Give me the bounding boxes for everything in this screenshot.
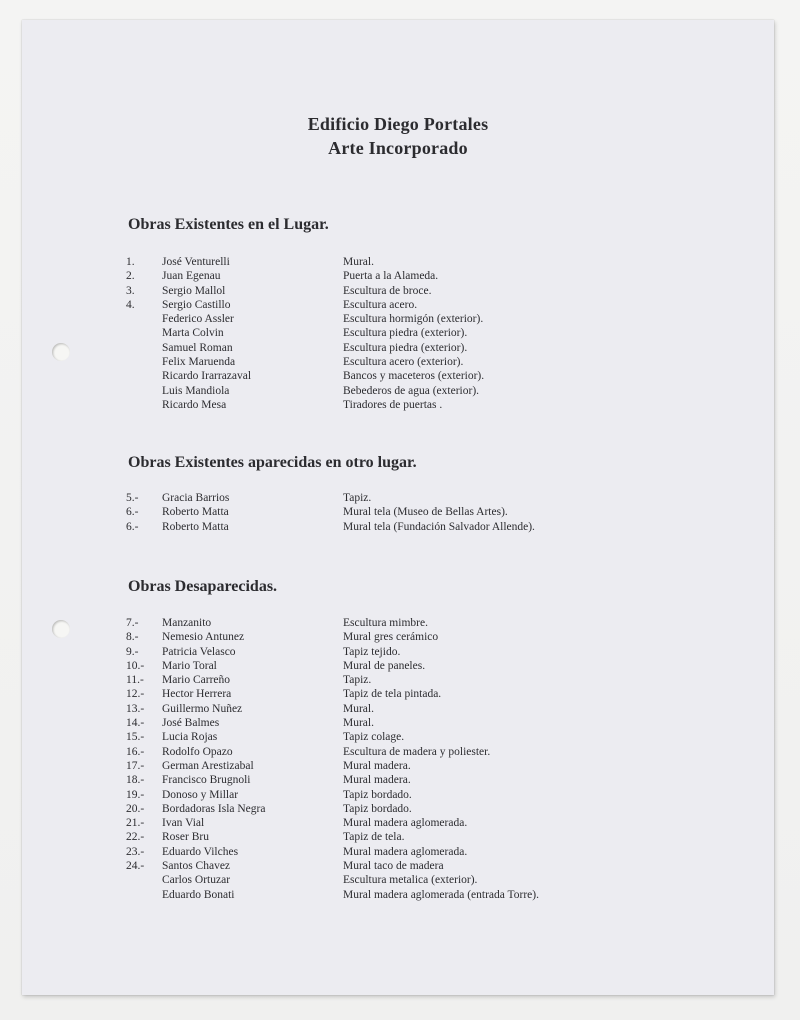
artwork-description: Tapiz de tela pintada. (343, 688, 442, 701)
list-item (126, 702, 726, 716)
document-page (22, 20, 774, 995)
item-number: 16.- (126, 745, 145, 758)
list-item (126, 759, 726, 773)
existing-works-list (126, 255, 726, 412)
artwork-description: Mural. (343, 256, 374, 268)
section-heading-existing: Obras Existentes en el Lugar. (128, 216, 329, 233)
document-title: Edificio Diego Portales (307, 114, 489, 134)
item-number: 9.- (126, 645, 139, 658)
punch-hole-bottom (52, 620, 70, 638)
item-number: 22.- (126, 831, 145, 844)
artist-name: José Balmes (162, 717, 220, 730)
list-item (126, 845, 726, 859)
artwork-description: Escultura acero. (343, 298, 418, 311)
artist-name: Eduardo Vilches (162, 845, 239, 858)
artwork-description: Puerta a la Alameda. (343, 270, 439, 283)
artwork-description: Mural madera aglomerada. (343, 817, 468, 830)
list-item (126, 859, 726, 873)
artwork-description: Escultura mimbre. (343, 617, 428, 629)
item-number: 11.- (126, 674, 144, 687)
artist-name: Sergio Castillo (162, 298, 231, 311)
list-item (126, 505, 726, 519)
list-item (126, 284, 726, 298)
artwork-description: Mural. (343, 702, 374, 715)
artist-name: Mario Carreño (162, 674, 231, 687)
artist-name: José Venturelli (162, 256, 230, 268)
item-number: 23.- (126, 845, 145, 858)
artist-name: Eduardo Bonati (162, 888, 235, 901)
artwork-description: Mural de paneles. (343, 659, 426, 672)
artist-name: Luis Mandiola (162, 384, 230, 397)
item-number: 8.- (126, 631, 139, 644)
artist-name: Lucia Rojas (162, 731, 218, 744)
artist-name: Bordadoras Isla Negra (162, 802, 266, 815)
artist-name: Ricardo Irarrazaval (162, 370, 252, 383)
document-subtitle: Arte Incorporado (328, 138, 468, 158)
item-number: 20.- (126, 802, 145, 815)
list-item (126, 888, 726, 902)
artwork-description: Mural madera aglomerada. (343, 845, 468, 858)
artist-name: Guillermo Nuñez (162, 702, 243, 715)
artist-name: Hector Herrera (162, 688, 232, 701)
artwork-description: Bancos y maceteros (exterior). (343, 370, 485, 383)
item-number: 12.- (126, 688, 145, 701)
artwork-description: Escultura metalica (exterior). (343, 874, 478, 887)
artist-name: Roser Bru (162, 831, 209, 844)
list-item (126, 830, 726, 844)
section-heading-relocated: Obras Existentes aparecidas en otro lugar. (128, 454, 417, 471)
artwork-description: Mural tela (Fundación Salvador Allende). (343, 520, 535, 533)
item-number: 1. (126, 256, 135, 268)
artwork-description: Tiradores de puertas . (343, 398, 443, 411)
list-item (126, 298, 726, 312)
artwork-description: Tapiz de tela. (343, 831, 405, 844)
list-item (126, 269, 726, 283)
item-number: 18.- (126, 774, 145, 787)
artist-name: Federico Assler (162, 313, 234, 326)
item-number: 14.- (126, 717, 145, 730)
list-item (126, 369, 726, 383)
artist-name: Patricia Velasco (162, 645, 236, 658)
item-number: 24.- (126, 860, 145, 873)
item-number: 3. (126, 284, 135, 297)
artist-name: Rodolfo Opazo (162, 745, 233, 758)
artwork-description: Tapiz tejido. (343, 645, 401, 658)
artist-name: Santos Chavez (162, 860, 231, 873)
artwork-description: Tapiz bordado. (343, 802, 412, 815)
list-item (126, 788, 726, 802)
item-number: 4. (126, 298, 135, 311)
artist-name: Francisco Brugnoli (162, 774, 251, 787)
section-heading-missing: Obras Desaparecidas. (128, 578, 278, 595)
artist-name: Marta Colvin (162, 327, 224, 340)
list-item (126, 730, 726, 744)
artwork-description: Mural madera. (343, 774, 411, 787)
item-number: 13.- (126, 702, 145, 715)
missing-works-list (126, 616, 726, 902)
list-item (126, 616, 726, 630)
artwork-description: Escultura piedra (exterior). (343, 341, 468, 354)
artwork-description: Mural. (343, 717, 374, 730)
artwork-description: Tapiz. (343, 492, 372, 504)
list-item (126, 312, 726, 326)
artwork-description: Tapiz colage. (343, 731, 405, 744)
artist-name: Nemesio Antunez (162, 631, 245, 644)
list-item (126, 341, 726, 355)
list-item (126, 773, 726, 787)
artwork-description: Mural gres cerámico (343, 631, 439, 644)
artist-name: Carlos Ortuzar (162, 874, 231, 887)
list-item (126, 673, 726, 687)
artwork-description: Mural tela (Museo de Bellas Artes). (343, 506, 508, 519)
artwork-description: Tapiz. (343, 674, 372, 687)
artist-name: Donoso y Millar (162, 788, 239, 801)
artwork-description: Escultura piedra (exterior). (343, 327, 468, 340)
list-item (126, 630, 726, 644)
artwork-description: Mural madera. (343, 759, 411, 772)
list-item (126, 802, 726, 816)
artist-name: Roberto Matta (162, 520, 229, 533)
item-number: 17.- (126, 759, 145, 772)
item-number: 7.- (126, 617, 139, 629)
list-item (126, 687, 726, 701)
list-item (126, 491, 726, 505)
item-number: 6.- (126, 506, 139, 519)
list-item (126, 716, 726, 730)
list-item (126, 384, 726, 398)
artwork-description: Escultura hormigón (exterior). (343, 313, 484, 326)
item-number: 6.- (126, 520, 139, 533)
artwork-description: Escultura acero (exterior). (343, 356, 464, 369)
artist-name: Ivan Vial (162, 817, 205, 830)
artist-name: Gracia Barrios (162, 492, 230, 504)
artist-name: Ricardo Mesa (162, 398, 227, 411)
item-number: 15.- (126, 731, 145, 744)
item-number: 19.- (126, 788, 145, 801)
artwork-description: Tapiz bordado. (343, 788, 412, 801)
relocated-works-list (126, 491, 726, 534)
artwork-description: Escultura de madera y poliester. (343, 745, 491, 758)
item-number: 2. (126, 270, 135, 283)
list-item (126, 745, 726, 759)
artwork-description: Mural madera aglomerada (entrada Torre). (343, 888, 539, 901)
list-item (126, 520, 726, 534)
list-item (126, 326, 726, 340)
list-item (126, 873, 726, 887)
artwork-description: Escultura de broce. (343, 284, 432, 297)
list-item (126, 355, 726, 369)
artwork-description: Bebederos de agua (exterior). (343, 384, 480, 397)
artist-name: German Arestizabal (162, 759, 254, 772)
artwork-description: Mural taco de madera (343, 860, 444, 873)
artist-name: Mario Toral (162, 659, 217, 672)
list-item (126, 255, 726, 269)
artist-name: Sergio Mallol (162, 284, 226, 297)
artist-name: Manzanito (162, 617, 212, 629)
list-item (126, 816, 726, 830)
item-number: 10.- (126, 659, 145, 672)
item-number: 5.- (126, 492, 139, 504)
list-item (126, 645, 726, 659)
list-item (126, 398, 726, 412)
punch-hole-top (52, 343, 70, 361)
artist-name: Felix Maruenda (162, 356, 236, 369)
artist-name: Roberto Matta (162, 506, 229, 519)
item-number: 21.- (126, 817, 145, 830)
list-item (126, 659, 726, 673)
artist-name: Samuel Roman (162, 341, 233, 354)
artist-name: Juan Egenau (162, 270, 221, 283)
